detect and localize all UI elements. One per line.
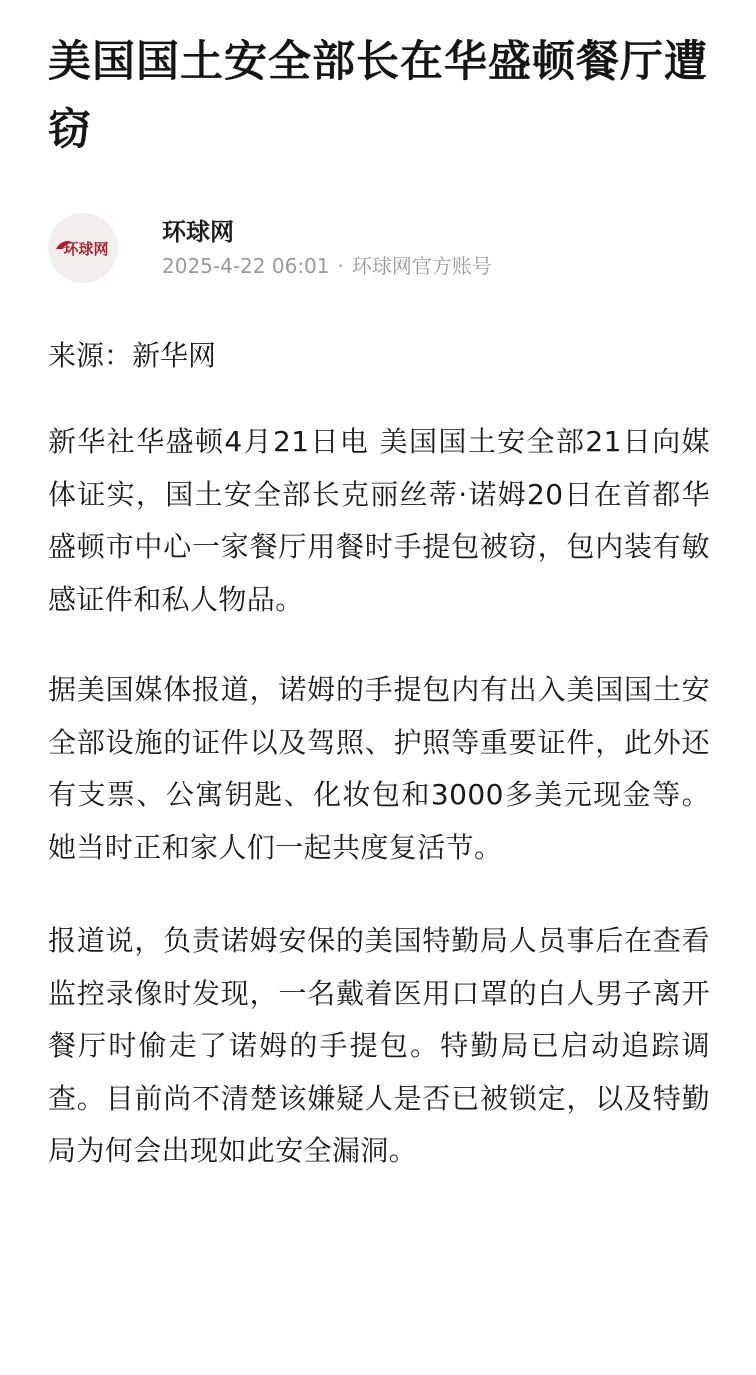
publish-date: 2025-4-22 06:01: [162, 254, 330, 278]
article-paragraph: 报道说，负责诺姆安保的美国特勤局人员事后在查看监控录像时发现，一名戴着医用口罩的白人男子离开餐厅时偷走了诺姆的手提包。特勤局已启动追踪调查。目前尚不清楚该嫌疑人是否已被锁定，以及特勤局为何会出现如此安全漏洞。: [48, 924, 710, 1167]
author-subline: [162, 253, 492, 279]
article-source: 来源：新华网: [48, 339, 217, 372]
author-row[interactable]: [48, 212, 710, 284]
article-paragraph: 据美国媒体报道，诺姆的手提包内有出入美国国土安全部设施的证件以及驾照、护照等重要证件，此外还有支票、公寓钥匙、化妆包和3000多美元现金等。她当时正和家人们一起共度复活节。: [48, 673, 710, 864]
avatar-logo-text: 环球网: [63, 240, 109, 258]
account-type: 环球网官方账号: [351, 254, 492, 278]
article-title: 美国国土安全部长在华盛顿餐厅遭窃: [48, 37, 708, 155]
article-paragraph: 新华社华盛顿4月21日电 美国国土安全部21日向媒体证实，国土安全部长克丽丝蒂·诺姆20日在首都华盛顿市中心一家餐厅用餐时手提包被窃，包内装有敏感证件和私人物品。: [48, 425, 710, 616]
author-avatar[interactable]: [48, 213, 118, 283]
meta-separator: ·: [337, 254, 344, 278]
author-name[interactable]: 环球网: [162, 218, 234, 246]
huanqiu-logo-icon: [48, 213, 118, 283]
author-meta: [162, 217, 492, 279]
